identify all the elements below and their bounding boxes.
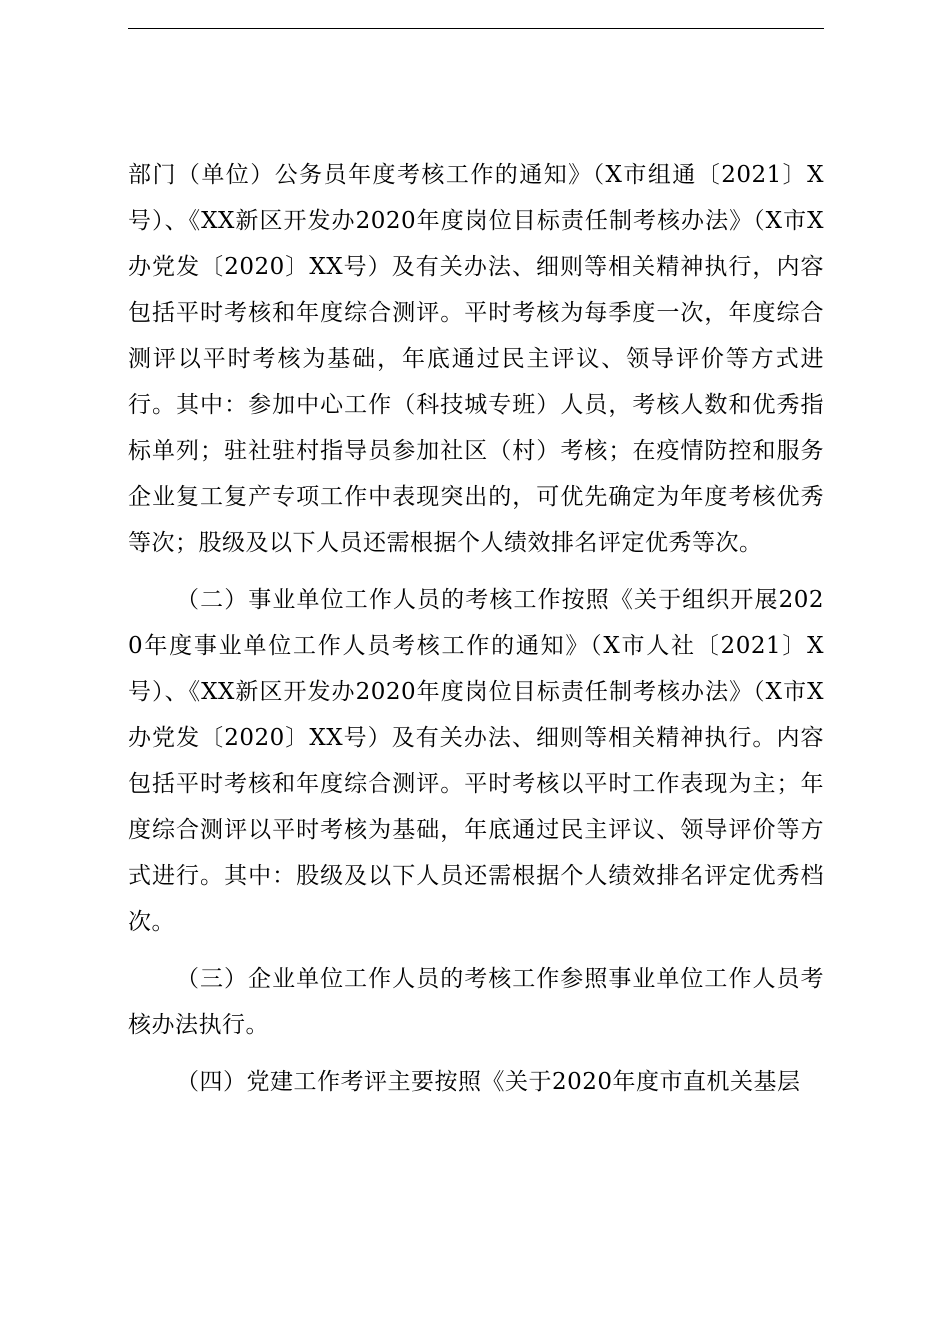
document-body [128, 152, 824, 1116]
paragraph-enterprise-assessment: （三）企业单位工作人员的考核工作参照事业单位工作人员考核办法执行。 [128, 966, 824, 1038]
paragraph-civil-servant-assessment: 部门（单位）公务员年度考核工作的通知》（X市组通〔2021〕X号）、《XX新区开发办2020年度岗位目标责任制考核办法》（X市X办党发〔2020〕XX号）及有关办法、细则等相关精神执行，内容包括平时考核和年度综合测评。平时考核为每季度一次，年度综合测评以平时考核为基础，年底通过民主评议、领导评价等方式进行。其中：参加中心工作（科技城专班）人员，考核人数和优秀指标单列；驻社驻村指导员参加社区（村）考核；在疫情防控和服务企业复工复产专项工作中表现突出的，可优先确定为年度考核优秀等次；股级及以下人员还需根据个人绩效排名评定优秀等次。 [128, 162, 824, 556]
header-rule [128, 28, 824, 29]
paragraph-party-building-assessment: （四）党建工作考评主要按照《关于2020年度市直机关基层 [176, 1069, 801, 1095]
paragraph-public-institution-assessment: （二）事业单位工作人员的考核工作按照《关于组织开展2020年度事业单位工作人员考核工作的通知》（X市人社〔2021〕X号）、《XX新区开发办2020年度岗位目标责任制考核办法》（X市X办党发〔2020〕XX号）及有关办法、细则等相关精神执行。内容包括平时考核和年度综合测评。平时考核以平时工作表现为主；年度综合测评以平时考核为基础，年底通过民主评议、领导评价等方式进行。其中：股级及以下人员还需根据个人绩效排名评定优秀档次。 [128, 587, 824, 935]
